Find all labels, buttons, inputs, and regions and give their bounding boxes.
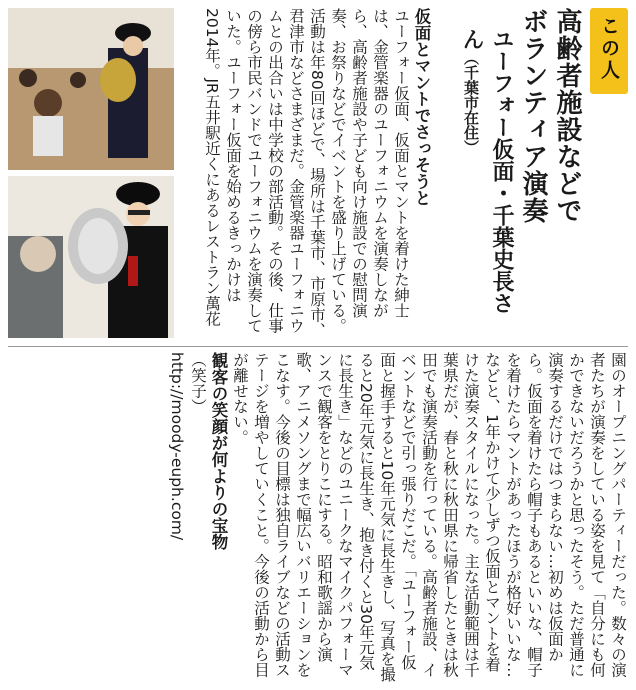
person-name: ユーフォー仮面・千葉史長さん <box>459 28 514 314</box>
person-residence: （千葉市在住） <box>462 50 480 155</box>
article-text-top: ユーフォー仮面、仮面とマントを着けた紳士は、金管楽器のユーフォニウムを演奏しながら、高齢者施設や子ども向け施設での慰問演奏、お祭りなどでイベントを盛り上げている。活動は年80回ほどで、場所は千葉市、市原市、君津市などさまざまだ。金管楽器ユーフォニウムとの出合いは中学校の部活動。その後、仕事の傍ら市民バンドでユーフォニウムを演奏していた。ユーフォー仮面を始めるきっかけは2014年。JR五井駅近くにあるレストラン萬花 <box>203 8 410 338</box>
headline-line-1: 高齢者施設などで <box>552 8 582 224</box>
photo-performance-crowd <box>8 8 174 170</box>
section-heading-2: 観客の笑顔が何よりの宝物 <box>209 352 228 550</box>
section-label <box>590 8 628 94</box>
headline <box>516 8 584 338</box>
author-credit: （笑子） <box>189 352 207 414</box>
subheadline <box>456 28 516 328</box>
headline-line-2: ボランティア演奏 <box>518 8 548 224</box>
section-heading-1: 仮面とマントでさっそうと <box>412 8 431 206</box>
divider <box>8 346 628 347</box>
article-body-bottom <box>8 352 628 682</box>
homepage-url[interactable]: http://moody-euph.com/ <box>168 352 186 541</box>
photo-image-2 <box>8 176 174 338</box>
photo-image-1 <box>8 8 174 170</box>
section-label-text: この人 <box>598 16 620 82</box>
photo-euphonium-player <box>8 176 174 338</box>
article-text-bottom: 園のオープニングパーティーだった。数々の演者たちが演奏をしている姿を見て「自分にも何かできないだろうかと思ったそう。ただ普通に演奏するだけではつまらない…初めは仮面から。仮面を着けたら帽子もあるといいな、帽子を着けたらマントがあったほうが格好いいな…などと、1年かけて少しずつ仮面とマントを着けた演奏スタイルになった。主な活動範囲は千葉県だが、春と秋に秋田県に帰省したときは秋田でも演奏活動を行っている。高齢者施設、イベントなどで引っ張りだこだ。「ユーフォー仮面と握手すると10年元気に長生きし、写真を撮ると20年元気に長生き、抱き付くと30年元気に長生き」などのユニークなマイクパフォーマンスで観客をとりこにする。昭和歌謡から演歌、アニメソングまで幅広いバリエーションをこなす。今後の目標は独自ライブなどの活動ステージを増やしていくこと。今後の活動から目が離せない。 <box>231 352 627 682</box>
article-body-top <box>180 8 432 338</box>
